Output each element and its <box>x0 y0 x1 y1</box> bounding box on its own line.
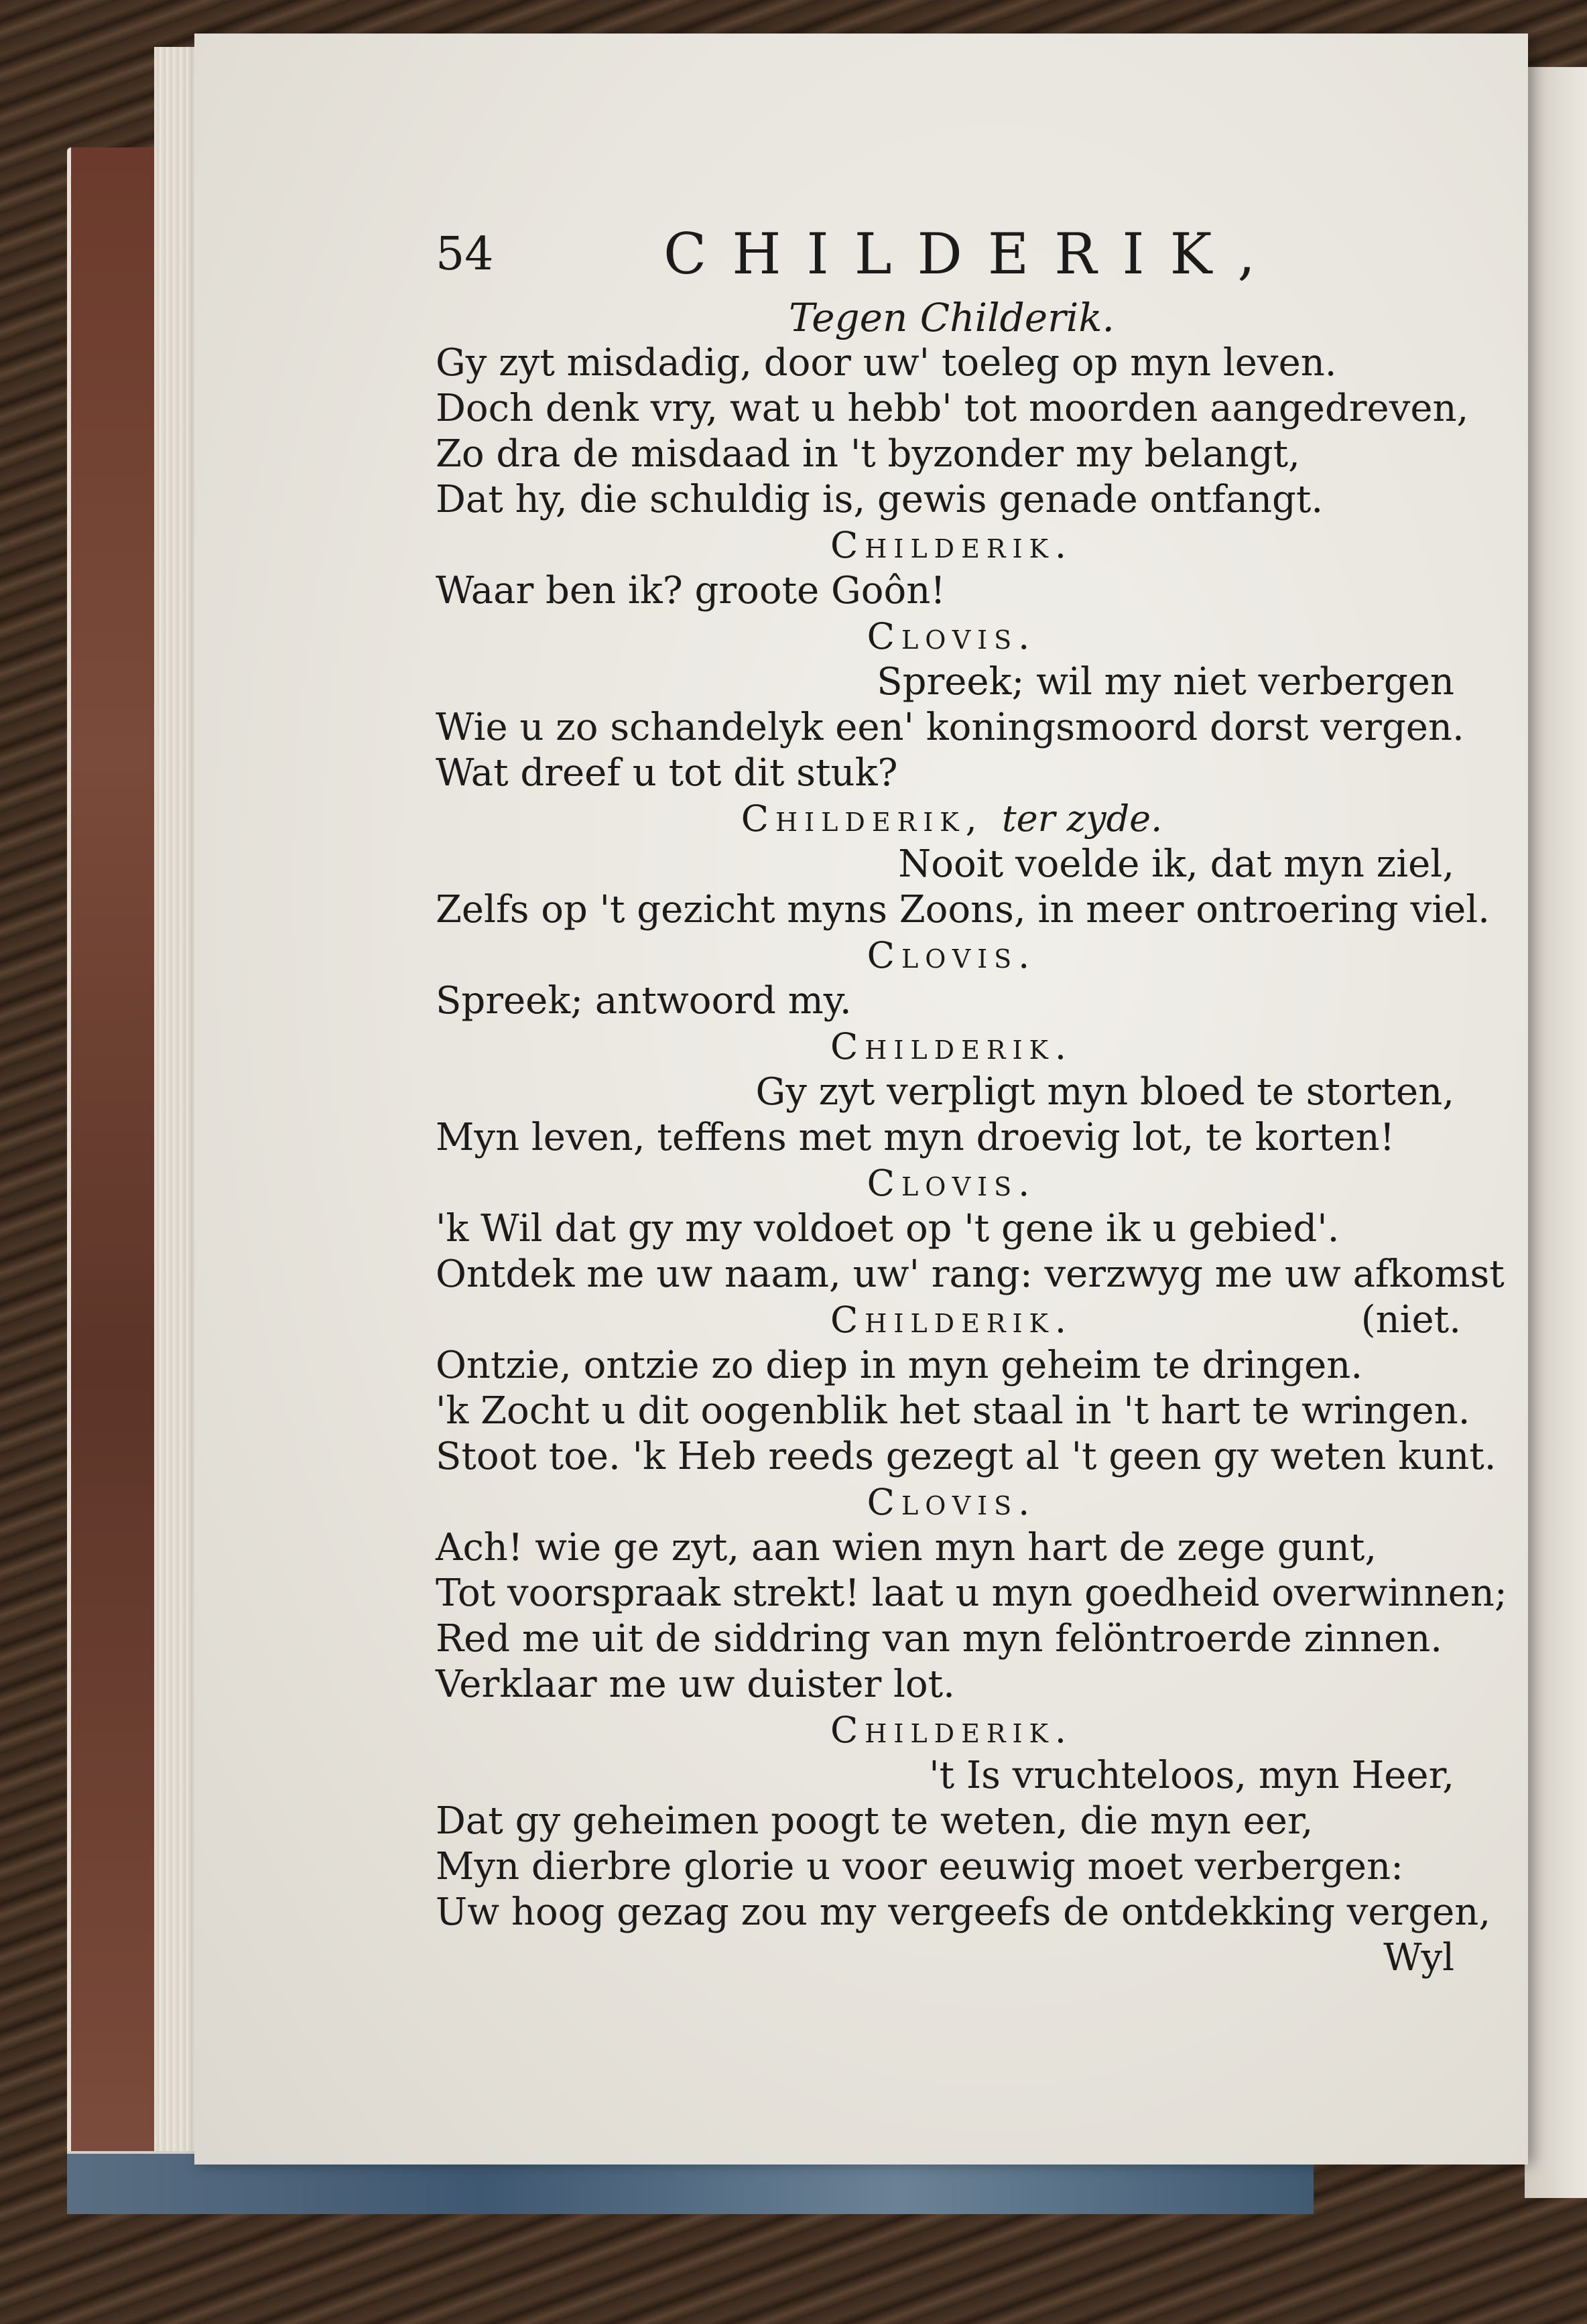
running-title: CHILDERIK, <box>663 221 1281 287</box>
verse-line: Verklaar me uw duister lot. <box>436 1663 955 1706</box>
verse-line: Red me uit de siddring van myn felöntroerde zinnen. <box>436 1617 1443 1661</box>
speaker-name-row <box>436 1297 1468 1343</box>
speaker-name: Childerik. <box>830 1025 1074 1068</box>
speaker-name: Childerik. <box>830 1709 1074 1751</box>
verse-line: Wie u zo schandelyk een' koningsmoord dorst vergen. <box>436 706 1464 749</box>
verse-line: Wat dreef u tot dit stuk? <box>436 751 898 795</box>
verse-line: 'k Wil dat gy my voldoet op 't gene ik u gebied'. <box>436 1207 1340 1250</box>
verse-line: Ontdek me uw naam, uw' rang: verzwyg me uw afkomst <box>436 1252 1505 1296</box>
speaker-name: Clovis. <box>867 1162 1037 1204</box>
turnover-word: (niet. <box>1360 1298 1461 1342</box>
verse-line: Doch denk vry, wat u hebb' tot moorden aangedreven, <box>436 387 1469 430</box>
page-text <box>436 221 1507 1981</box>
verse-line: Stoot toe. 'k Heb reeds gezegt al 't geen gy weten kunt. <box>436 1435 1497 1478</box>
verse-line: Ach! wie ge zyt, aan wien myn hart de zege gunt, <box>436 1526 1377 1569</box>
verse-line: Waar ben ik? groote Goôn! <box>436 569 946 612</box>
stage-direction: Tegen Childerik. <box>789 295 1115 340</box>
verse-line: Zo dra de misdaad in 't byzonder my belangt, <box>436 432 1300 476</box>
verse-line-continued: 't Is vruchteloos, myn Heer, <box>929 1754 1454 1797</box>
speaker-name <box>436 796 1468 842</box>
verse-line: Dat hy, die schuldig is, gewis genade ontfangt. <box>436 478 1324 521</box>
aside-direction: ter zyde. <box>1001 797 1163 840</box>
page-number: 54 <box>436 228 494 281</box>
verse-line: Spreek; antwoord my. <box>436 979 852 1023</box>
verse-line-continued: Spreek; wil my niet verbergen <box>877 660 1454 704</box>
speaker-label: Childerik. <box>830 1299 1074 1341</box>
verse-line: Uw hoog gezag zou my vergeefs de ontdekking vergen, <box>436 1890 1491 1934</box>
verse-line: Myn leven, teffens met myn droevig lot, te korten! <box>436 1116 1395 1159</box>
speaker-name: Clovis. <box>867 615 1037 657</box>
catchword: Wyl <box>1383 1936 1454 1980</box>
speaker-name: Clovis. <box>867 934 1037 976</box>
verse-line: Tot voorspraak strekt! laat u myn goedheid overwinnen; <box>436 1571 1507 1615</box>
verse-line: Myn dierbre glorie u voor eeuwig moet verbergen: <box>436 1845 1403 1888</box>
speaker-label: Childerik, <box>741 797 984 840</box>
facing-page-edge <box>1525 67 1587 2198</box>
verse-line-continued: Nooit voelde ik, dat myn ziel, <box>898 842 1454 886</box>
page-header <box>436 221 1468 295</box>
verse-line: Dat gy geheimen poogt te weten, die myn eer, <box>436 1799 1314 1843</box>
speaker-name: Childerik. <box>830 524 1074 566</box>
verse-line: 'k Zocht u dit oogenblik het staal in 't hart te wringen. <box>436 1389 1470 1433</box>
verse-line: Zelfs op 't gezicht myns Zoons, in meer ontroering viel. <box>436 888 1490 931</box>
verse-line: Gy zyt misdadig, door uw' toeleg op myn leven. <box>436 341 1337 385</box>
verse-line-continued: Gy zyt verpligt myn bloed te storten, <box>755 1070 1454 1114</box>
verse-line: Ontzie, ontzie zo diep in myn geheim te dringen. <box>436 1344 1363 1387</box>
speaker-name: Clovis. <box>867 1481 1037 1523</box>
